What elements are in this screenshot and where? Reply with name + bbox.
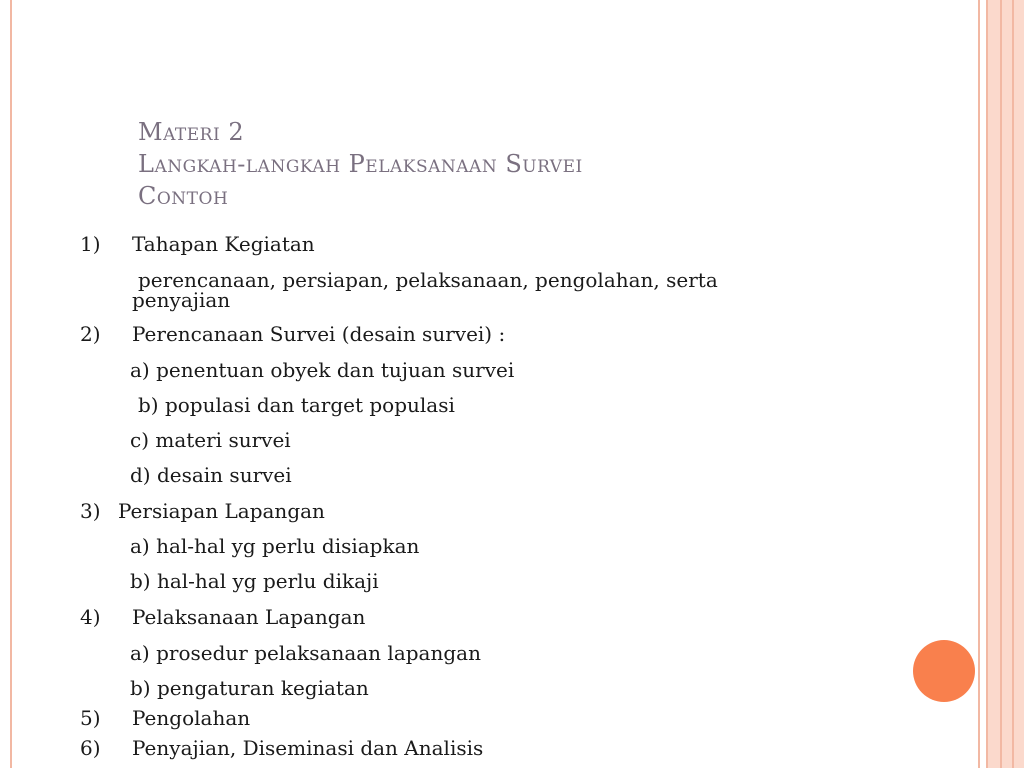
right-stripe-band xyxy=(986,0,1024,768)
decorative-circle xyxy=(913,640,975,702)
title-line-2: Langkah-langkah Pelaksanaan Survei xyxy=(138,150,583,178)
title-line-1: Materi 2 xyxy=(138,118,245,146)
item-text: a) prosedur pelaksanaan lapangan xyxy=(130,641,481,665)
item-text: b) hal-hal yg perlu dikaji xyxy=(130,569,379,593)
item-text: penyajian xyxy=(132,288,231,312)
item-text: Tahapan Kegiatan xyxy=(132,232,315,256)
item-text: c) materi survei xyxy=(130,428,291,452)
right-stripe-line-2 xyxy=(1000,0,1002,768)
item-number: 2) xyxy=(80,322,101,346)
title-line-3: Contoh xyxy=(138,182,229,210)
item-text: a) penentuan obyek dan tujuan survei xyxy=(130,358,515,382)
item-number: 3) xyxy=(80,499,101,523)
item-text: Persiapan Lapangan xyxy=(118,499,325,523)
item-number: 1) xyxy=(80,232,101,256)
slide-title xyxy=(138,116,583,212)
item-text: perencanaan, persiapan, pelaksanaan, pengolahan, serta xyxy=(138,268,718,292)
item-text: Pengolahan xyxy=(132,706,251,730)
item-text: Perencanaan Survei (desain survei) : xyxy=(132,322,506,346)
item-number: 4) xyxy=(80,605,101,629)
right-stripe-line-1 xyxy=(986,0,988,768)
item-number: 6) xyxy=(80,736,101,760)
item-text: a) hal-hal yg perlu disiapkan xyxy=(130,534,420,558)
item-text: Penyajian, Diseminasi dan Analisis xyxy=(132,736,484,760)
item-text: d) desain survei xyxy=(130,463,292,487)
item-text: b) populasi dan target populasi xyxy=(138,393,455,417)
item-text: b) pengaturan kegiatan xyxy=(130,676,369,700)
item-text: Pelaksanaan Lapangan xyxy=(132,605,366,629)
item-number: 5) xyxy=(80,706,101,730)
right-stripe-line-3 xyxy=(1012,0,1014,768)
